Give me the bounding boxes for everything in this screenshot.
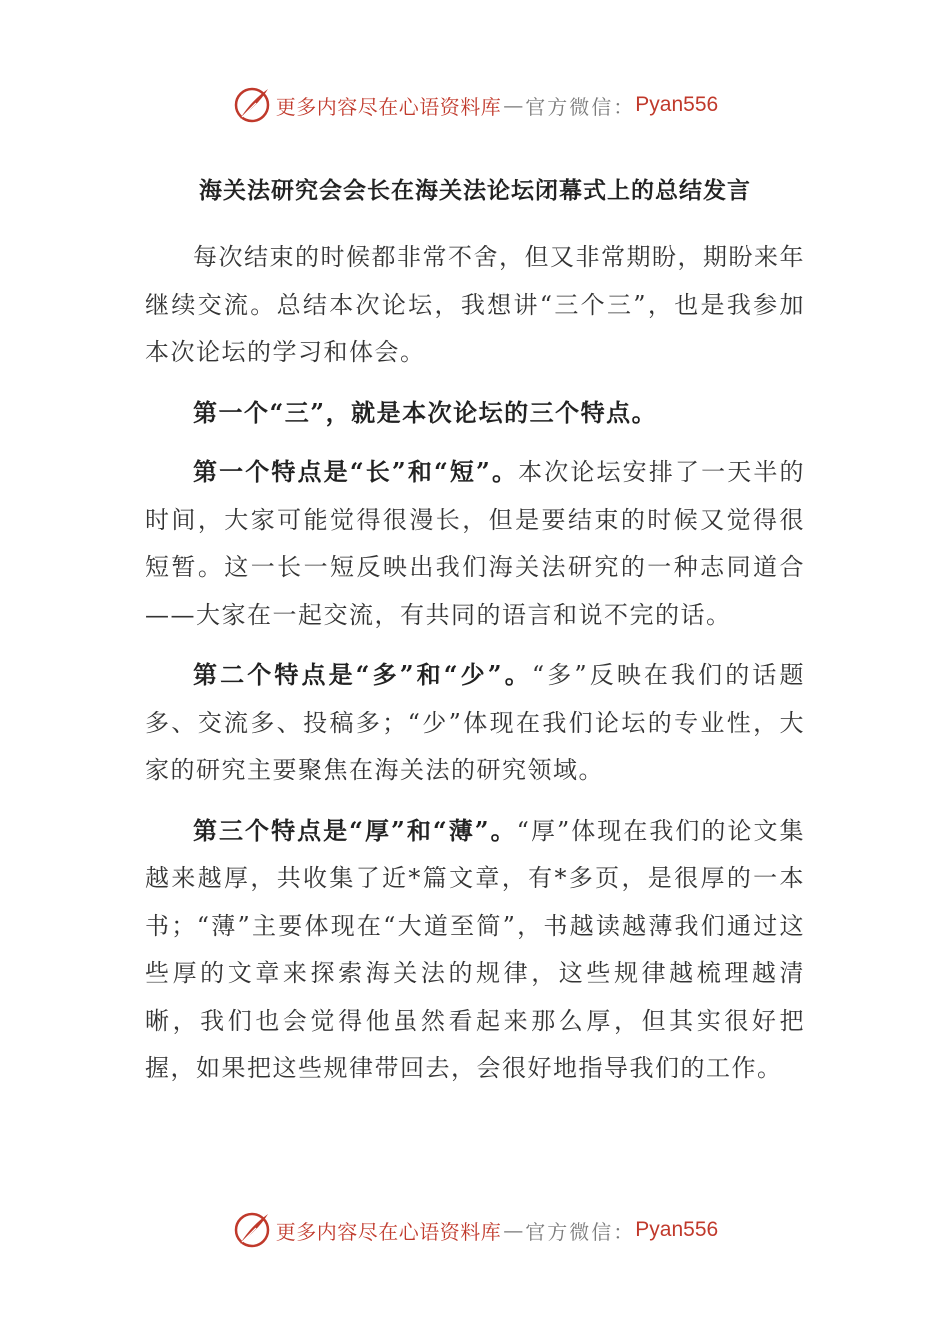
point-paragraph-3 — [145, 807, 805, 1093]
document-title: 海关法研究会会长在海关法论坛闭幕式上的总结发言 — [199, 177, 751, 204]
document-body — [145, 234, 805, 1105]
point-text-2: “多”反映在我们的话题多、交流多、投稿多；“少”体现在我们论坛的专业性，大家的研究主要聚焦在海关法的研究领域。 — [145, 661, 806, 784]
banner-wechat-label: 官方微信： — [525, 94, 636, 119]
point-paragraph-2 — [145, 651, 805, 795]
banner-wechat-id: Pyan556 — [635, 1218, 719, 1241]
banner-brand-text: 更多内容尽在心语资料库 — [275, 1219, 502, 1244]
section-heading: 第一个“三”，就是本次论坛的三个特点。 — [193, 397, 658, 427]
banner-dash: — — [503, 93, 524, 117]
banner-wechat-id: Pyan556 — [635, 93, 719, 116]
banner-brand-text: 更多内容尽在心语资料库 — [275, 94, 502, 119]
point-lead-3: 第三个特点是“厚”和“薄”。 — [193, 815, 517, 845]
point-text-1: 本次论坛安排了一天半的时间，大家可能觉得很漫长，但是要结束的时候又觉得很短暂。这一长一短反映出我们海关法研究的一种志同道合——大家在一起交流，有共同的语言和说不完的话。 — [145, 458, 806, 629]
intro-paragraph: 每次结束的时候都非常不舍，但又非常期盼，期盼来年继续交流。总结本次论坛，我想讲“三个三”，也是我参加本次论坛的学习和体会。 — [145, 243, 805, 366]
point-text-3: “厚”体现在我们的论文集越来越厚，共收集了近*篇文章，有*多页，是很厚的一本书；“薄”主要体现在“大道至简”，书越读越薄我们通过这些厚的文章来探索海关法的规律，这些规律越梳理越清晰，我们也会觉得他虽然看起来那么厚，但其实很好把握，如果把这些规律带回去，会很好地指导我们的工作。 — [145, 816, 806, 1082]
banner-wechat-label: 官方微信： — [525, 1219, 636, 1244]
footer-banner — [0, 1205, 950, 1255]
point-lead-1: 第一个特点是“长”和“短”。 — [193, 457, 519, 486]
quill-logo-icon — [232, 85, 272, 125]
point-paragraph-1 — [145, 448, 805, 639]
header-banner — [0, 80, 950, 130]
banner-dash: — — [503, 1218, 524, 1242]
quill-logo-icon — [232, 1210, 272, 1250]
point-lead-2: 第二个特点是“多”和“少”。 — [193, 660, 532, 689]
